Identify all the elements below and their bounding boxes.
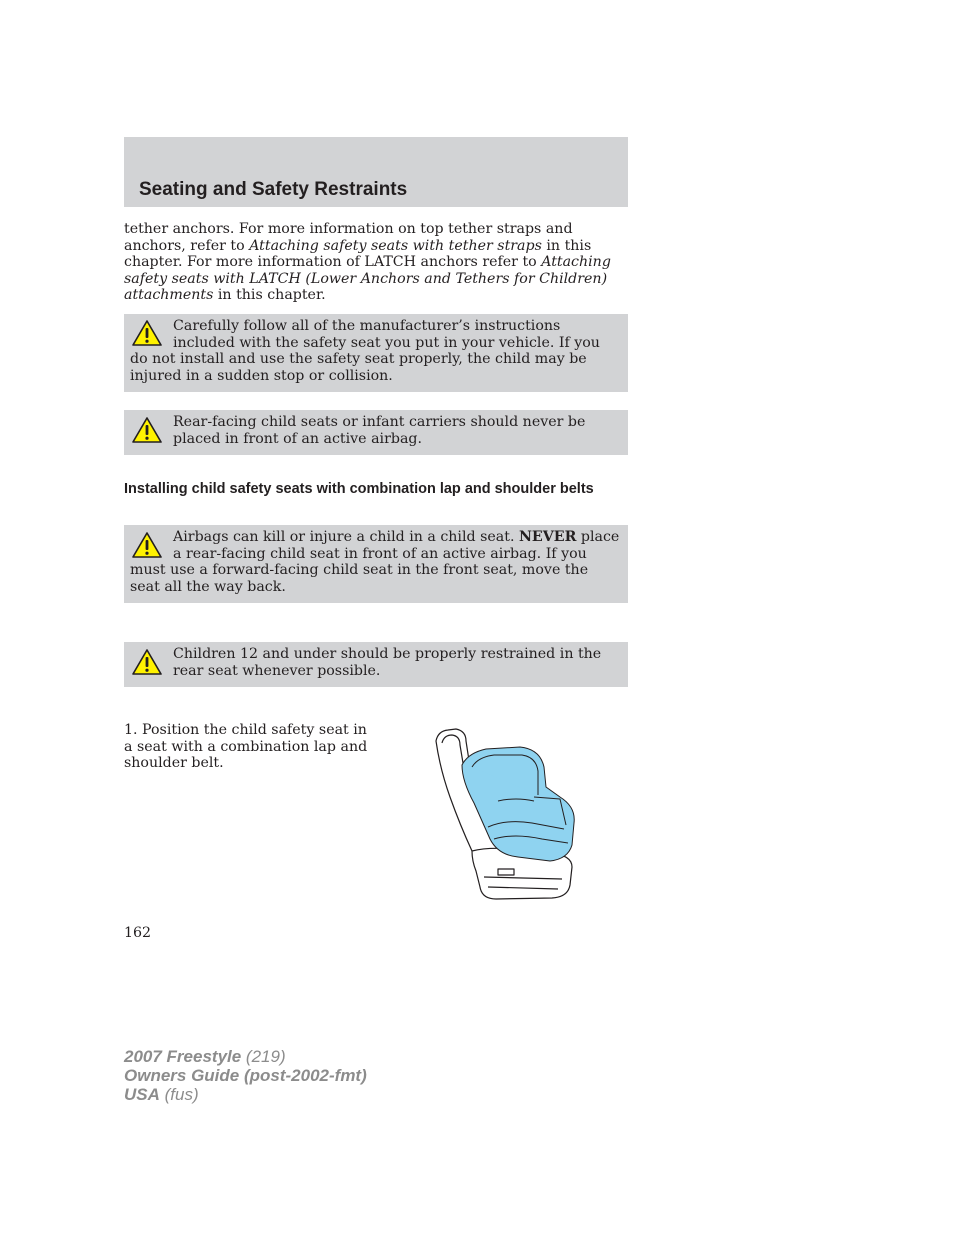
warning-3-text-b: place a rear-facing child seat in front of an active airbag. If you must use a forward-facing child seat in the front seat, move the seat all the way back. <box>130 529 620 595</box>
intro-text-3: in this chapter. <box>213 287 326 303</box>
warning-box-1 <box>124 314 628 392</box>
warning-3-emphasis: NEVER <box>518 529 577 545</box>
intro-text-1: tether anchors. For more information on top tether straps and anchors, refer to <box>124 221 573 254</box>
intro-link-latch: Attaching safety seats with LATCH (Lower Anchors and Tethers for Children) attachments <box>124 254 611 303</box>
footer-market-code: (fus) <box>159 1085 199 1104</box>
intro-paragraph <box>124 221 628 304</box>
subheading: Installing child safety seats with combination lap and shoulder belts <box>124 481 594 497</box>
intro-text-2: in this chapter. For more information of LATCH anchors refer to <box>124 237 592 270</box>
step-1-text: 1. Position the child safety seat in a seat with a combination lap and shoulder belt. <box>124 722 368 771</box>
footer-market: USA <box>124 1085 160 1104</box>
section-title: Seating and Safety Restraints <box>139 179 408 200</box>
footer-model: 2007 Freestyle <box>124 1047 242 1066</box>
intro-link-tether: Attaching safety seats with tether straps <box>249 237 542 254</box>
warning-text-3 <box>130 529 620 595</box>
warning-3-text-a: Airbags can kill or injure a child in a child seat. <box>173 529 519 545</box>
page-number: 162 <box>124 925 152 941</box>
child-seat-illustration <box>432 727 578 903</box>
warning-text-2: Rear-facing child seats or infant carriers should never be placed in front of an active airbag. <box>173 414 586 447</box>
section-header <box>124 137 628 207</box>
warning-box-2 <box>124 410 628 455</box>
footer-guide: Owners Guide (post-2002-fmt) <box>124 1066 367 1085</box>
warning-text-4: Children 12 and under should be properly restrained in the rear seat whenever possible. <box>173 646 602 679</box>
footer-model-code: (219) <box>241 1047 286 1066</box>
warning-box-3 <box>124 525 628 603</box>
warning-text-1: Carefully follow all of the manufacturer’s instructions included with the safety seat you put in your vehicle. If you do not install and use the safety seat properly, the child may be injured in a sudden stop or collision. <box>130 318 600 384</box>
warning-box-4 <box>124 642 628 687</box>
document-footer <box>124 1047 367 1104</box>
